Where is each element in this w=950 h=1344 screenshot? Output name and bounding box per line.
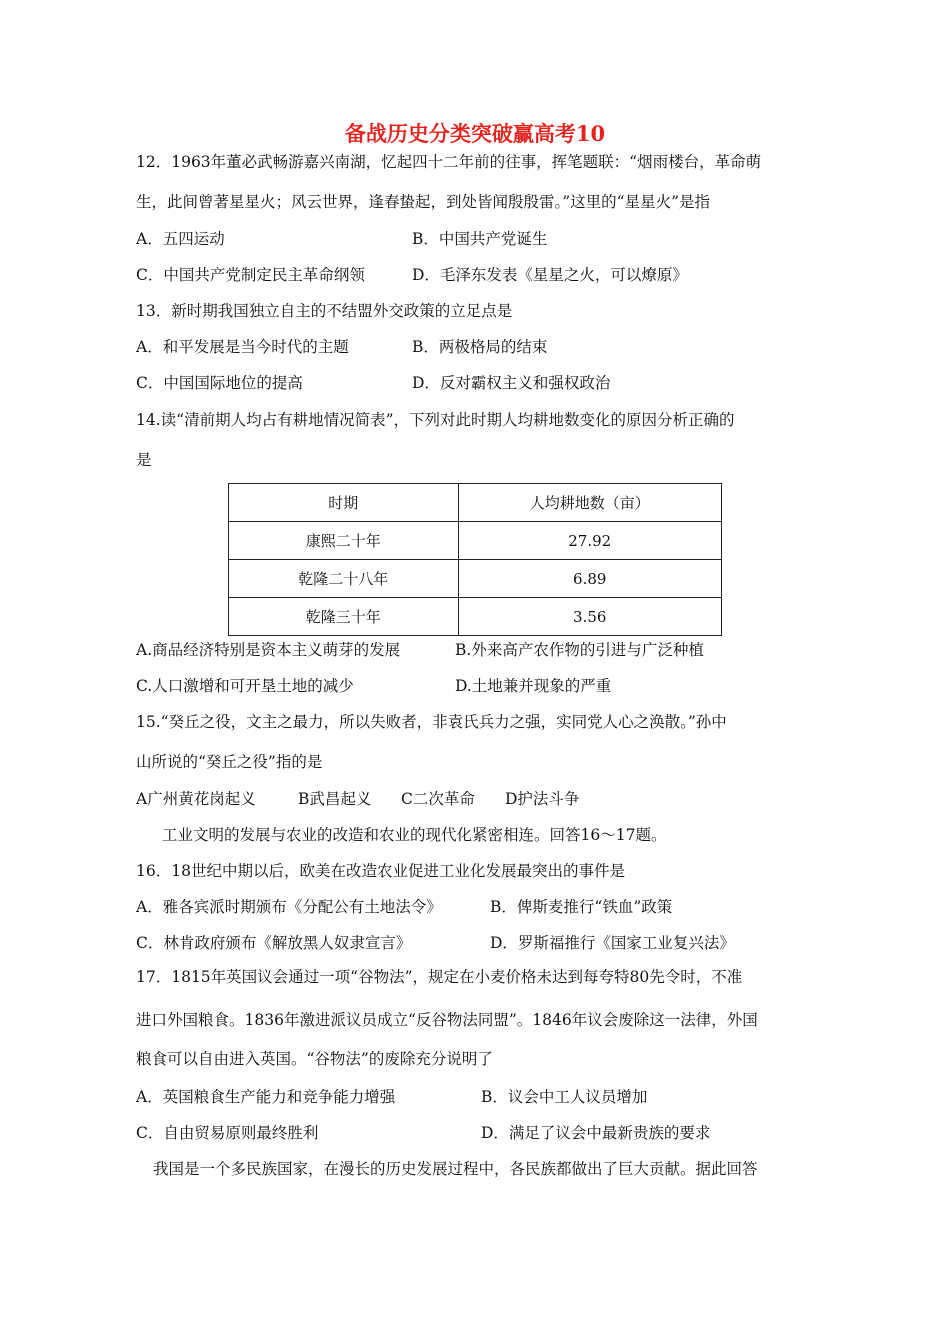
q14-stem-line-1: 14.读“清前期人均占有耕地情况简表”，下列对此时期人均耕地数变化的原因分析正确的 [136,411,735,429]
q16-option-c: C．林肯政府颁布《解放黑人奴隶宣言》 [136,934,412,952]
q14-option-a: A.商品经济特别是资本主义萌芽的发展 [136,641,401,659]
q14-option-b: B.外来高产农作物的引进与广泛种植 [455,641,704,659]
table-cell: 康熙二十年 [229,522,459,560]
q16-option-d: D．罗斯福推行《国家工业复兴法》 [490,934,735,952]
table-header-cell: 人均耕地数（亩） [458,484,722,522]
q13-stem: 13．新时期我国独立自主的不结盟外交政策的立足点是 [136,302,513,320]
q12-stem-line-1: 12．1963年董必武畅游嘉兴南湖，忆起四十二年前的往事，挥笔题联：“烟雨楼台，革命萌 [136,153,762,171]
q15-option-a: A广州黄花岗起义 [136,790,256,808]
q15-stem-line-1: 15.“癸丘之役，文主之最力，所以失败者，非袁氏兵力之强，实同党人心之涣散。”孙中 [136,713,727,731]
table-header-cell: 时期 [229,484,459,522]
q16-stem: 16．18世纪中期以后，欧美在改造农业促进工业化发展最突出的事件是 [136,862,625,880]
farmland-table [228,483,722,636]
table-cell: 6.89 [458,560,722,598]
q17-option-d: D．满足了议会中最新贵族的要求 [481,1124,711,1142]
q17-option-c: C．自由贸易原则最终胜利 [136,1124,319,1142]
q17-option-a: A．英国粮食生产能力和竞争能力增强 [136,1088,396,1106]
table-header-row [229,484,722,522]
q16-option-a: A．雅各宾派时期颁布《分配公有土地法令》 [136,898,442,916]
q17-stem-line-3: 粮食可以自由进入英国。“谷物法”的废除充分说明了 [136,1050,493,1068]
q15-option-d: D护法斗争 [505,790,580,808]
closing-paragraph: 我国是一个多民族国家，在漫长的历史发展过程中，各民族都做出了巨大贡献。据此回答 [153,1160,758,1178]
q13-option-c: C．中国国际地位的提高 [136,374,303,392]
table-cell: 乾隆三十年 [229,598,459,636]
table-row [229,522,722,560]
q14-stem-line-2: 是 [136,451,152,469]
table-row [229,560,722,598]
intro-16-17: 工业文明的发展与农业的改造和农业的现代化紧密相连。回答16～17题。 [162,826,667,844]
q15-stem-line-2: 山所说的“癸丘之役”指的是 [136,753,323,771]
q17-stem-line-1: 17．1815年英国议会通过一项“谷物法”，规定在小麦价格未达到每夸特80先令时，不准 [136,968,743,986]
q15-option-b: B武昌起义 [298,790,372,808]
table-cell: 乾隆二十八年 [229,560,459,598]
q14-option-c: C.人口激增和可开垦土地的减少 [136,677,354,695]
table-cell: 3.56 [458,598,722,636]
q17-option-b: B．议会中工人议员增加 [481,1088,648,1106]
page-title: 备战历史分类突破赢高考10 [344,121,606,146]
q12-option-a: A．五四运动 [136,230,225,248]
table-row [229,598,722,636]
q17-stem-line-2: 进口外国粮食。1836年激进派议员成立“反谷物法同盟”。1846年议会废除这一法律，外国 [136,1011,758,1029]
q14-option-d: D.土地兼并现象的严重 [455,677,612,695]
q15-option-c: C二次革命 [401,790,475,808]
q12-stem-line-2: 生，此间曾著星星火；风云世界，逢春蛰起，到处皆闻殷殷雷。”这里的“星星火”是指 [136,193,711,211]
q12-option-d: D．毛泽东发表《星星之火，可以燎原》 [412,266,688,284]
q13-option-b: B．两极格局的结束 [412,338,548,356]
table-cell: 27.92 [458,522,722,560]
q16-option-b: B．俾斯麦推行“铁血”政策 [490,898,673,916]
q12-option-c: C．中国共产党制定民主革命纲领 [136,266,365,284]
q13-option-d: D．反对霸权主义和强权政治 [412,374,611,392]
q12-option-b: B．中国共产党诞生 [412,230,548,248]
q13-option-a: A．和平发展是当今时代的主题 [136,338,349,356]
